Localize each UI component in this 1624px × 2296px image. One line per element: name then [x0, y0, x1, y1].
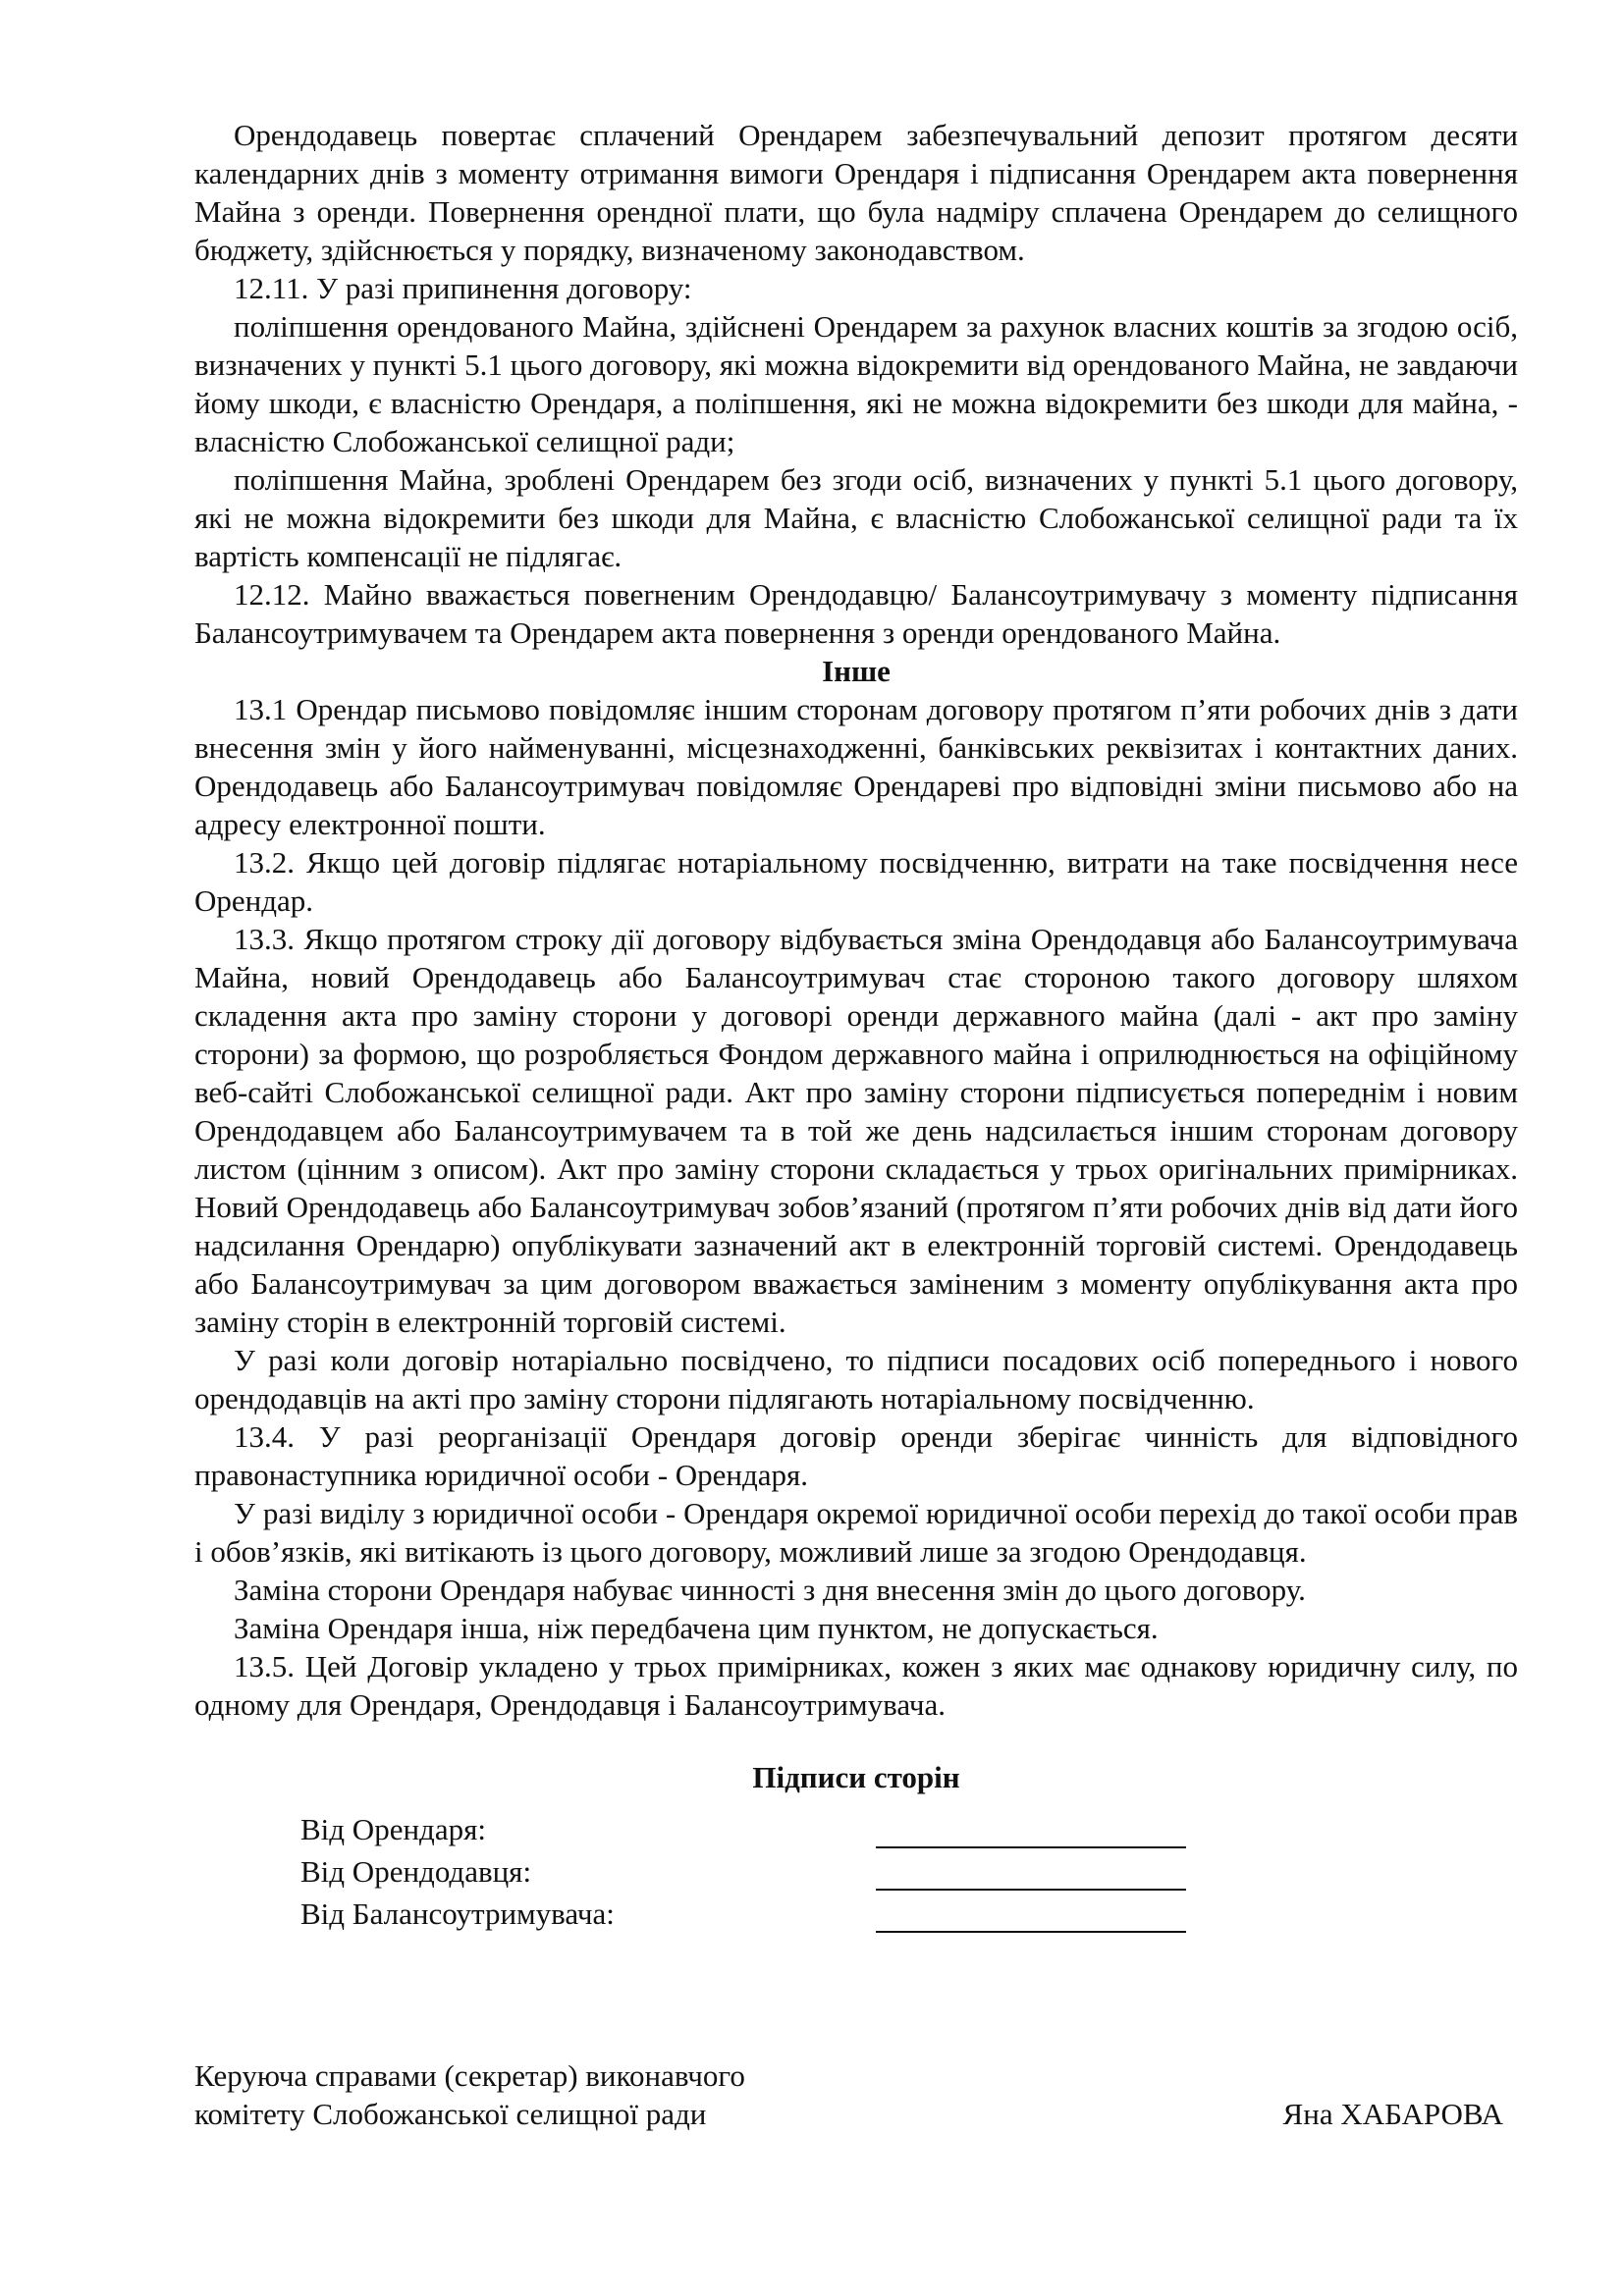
signature-label: Від Орендаря: [300, 1812, 486, 1846]
paragraph-improvements-without-consent: поліпшення Майна, зроблені Орендарем без згоди осіб, визначених у пункті 5.1 цього договору, які не можна відокремити без шкоди для Майна, є власністю Слобожанської селищної ради та їх вартість компенсації не підлягає. [194, 462, 1518, 573]
signatory-position [194, 2056, 745, 2133]
paragraph-13-3: 13.3. Якщо протягом строку дії договору відбувається зміна Орендодавця або Балансоутримувача Майна, новий Орендодавець або Балансоутримувач стає стороною такого договору шляхом складення акта про заміну сторони у договорі оренди державного майна (далі - акт про заміну сторони) за формою, що розробляється Фондом державного майна і оприлюднюється на офіційному веб-сайті Слобожанської селищної ради. Акт про заміну сторони підписується попереднім і новим Орендодавцем або Балансоутримувачем та в той же день надсилається іншим сторонам договору листом (цінним з описом). Акт про заміну сторони складається у трьох оригінальних примірниках. Новий Орендодавець або Балансоутримувач зобов’язаний (протягом п’яти робочих днів від дати його надсилання Орендарю) опублікувати зазначений акт в електронній торговій системі. Орендодавець або Балансоутримувач за цим договором вважається заміненим з моменту опублікування акта про заміну сторін в електронній торговій системі. [194, 922, 1518, 1339]
document-body [194, 116, 1518, 1933]
paragraph-party-replacement: Заміна сторони Орендаря набуває чинності з дня внесення змін до цього договору. [234, 1573, 1306, 1607]
signature-label: Від Балансоутримувача: [300, 1896, 615, 1931]
paragraph-12-12: 12.12. Майно вважається повerненим Орендодавцю/ Балансоутримувачу з моменту підписання Балансоутримувачем та Орендарем акта повернення з оренди орендованого Майна. [194, 577, 1518, 650]
section-title-other: Інше [822, 654, 891, 688]
paragraph-13-1: 13.1 Орендар письмово повідомляє іншим сторонам договору протягом п’яти робочих днів з дати внесення змін у його найменуванні, місцезнаходженні, банківських реквізитах і контактних даних. Орендодавець або Балансоутримувач повідомляє Орендареві про відповідні зміни письмово або на адресу електронної пошти. [194, 692, 1518, 841]
signatures-title: Підписи сторін [752, 1760, 960, 1794]
signatory-name: Яна ХАБАРОВА [1282, 2097, 1503, 2131]
document-footer [194, 2056, 1518, 2133]
paragraph-13-2: 13.2. Якщо цей договір підлягає нотаріальному посвідченню, витрати на таке посвідчення несе Орендар. [194, 845, 1518, 918]
paragraph-notarial-signatures: У разі коли договір нотаріально посвідчено, то підписи посадових осіб попереднього і нового орендодавців на акті про заміну сторони підлягають нотаріальному посвідченню. [194, 1343, 1518, 1415]
paragraph-12-11: 12.11. У разі припинення договору: [234, 271, 692, 305]
signature-label: Від Орендодавця: [300, 1854, 532, 1889]
paragraph-replacement-restriction: Заміна Орендаря інша, ніж передбачена цим пунктом, не допускається. [234, 1611, 1159, 1645]
paragraph-separation: У разі виділу з юридичної особи - Орендаря окремої юридичної особи перехід до такої особи прав і обов’язків, які витікають із цього договору, можливий лише за згодою Орендодавця. [194, 1496, 1518, 1569]
paragraph-improvements-with-consent: поліпшення орендованого Майна, здійснені Орендарем за рахунок власних коштів за згодою осіб, визначених у пункті 5.1 цього договору, які можна відокремити від орендованого Майна, не завдаючи йому шкоди, є власністю Орендаря, а поліпшення, які не можна відокремити без шкоди для майна, - власністю Слобожанської селищної ради; [194, 309, 1518, 458]
signature-line [876, 1817, 1186, 1848]
signature-line [876, 1859, 1186, 1891]
signatures-block [300, 1806, 1518, 1933]
signature-row-balance-holder [300, 1891, 1518, 1933]
signature-line [876, 1901, 1186, 1933]
paragraph-deposit-return: Орендодавець повертає сплачений Орендарем забезпечувальний депозит протягом десяти календарних днів з моменту отримання вимоги Орендаря і підписання Орендарем акта повернення Майна з оренди. Повернення орендної плати, що була надміру сплачена Орендарем до селищного бюджету, здійснюється у порядку, визначеному законодавством. [194, 118, 1518, 267]
paragraph-13-4: 13.4. У разі реорганізації Орендаря договір оренди зберігає чинність для відповідного правонаступника юридичної особи - Орендаря. [194, 1419, 1518, 1492]
signatory-position-line-2: комітету Слобожанської селищної ради [194, 2097, 707, 2131]
paragraph-13-5: 13.5. Цей Договір укладено у трьох примірниках, кожен з яких має однакову юридичну силу, по одному для Орендаря, Орендодавця і Балансоутримувача. [194, 1649, 1518, 1722]
signature-row-tenant [300, 1806, 1518, 1848]
signatory-position-line-1: Керуюча справами (секретар) виконавчого [194, 2058, 745, 2093]
signature-row-lessor [300, 1848, 1518, 1891]
